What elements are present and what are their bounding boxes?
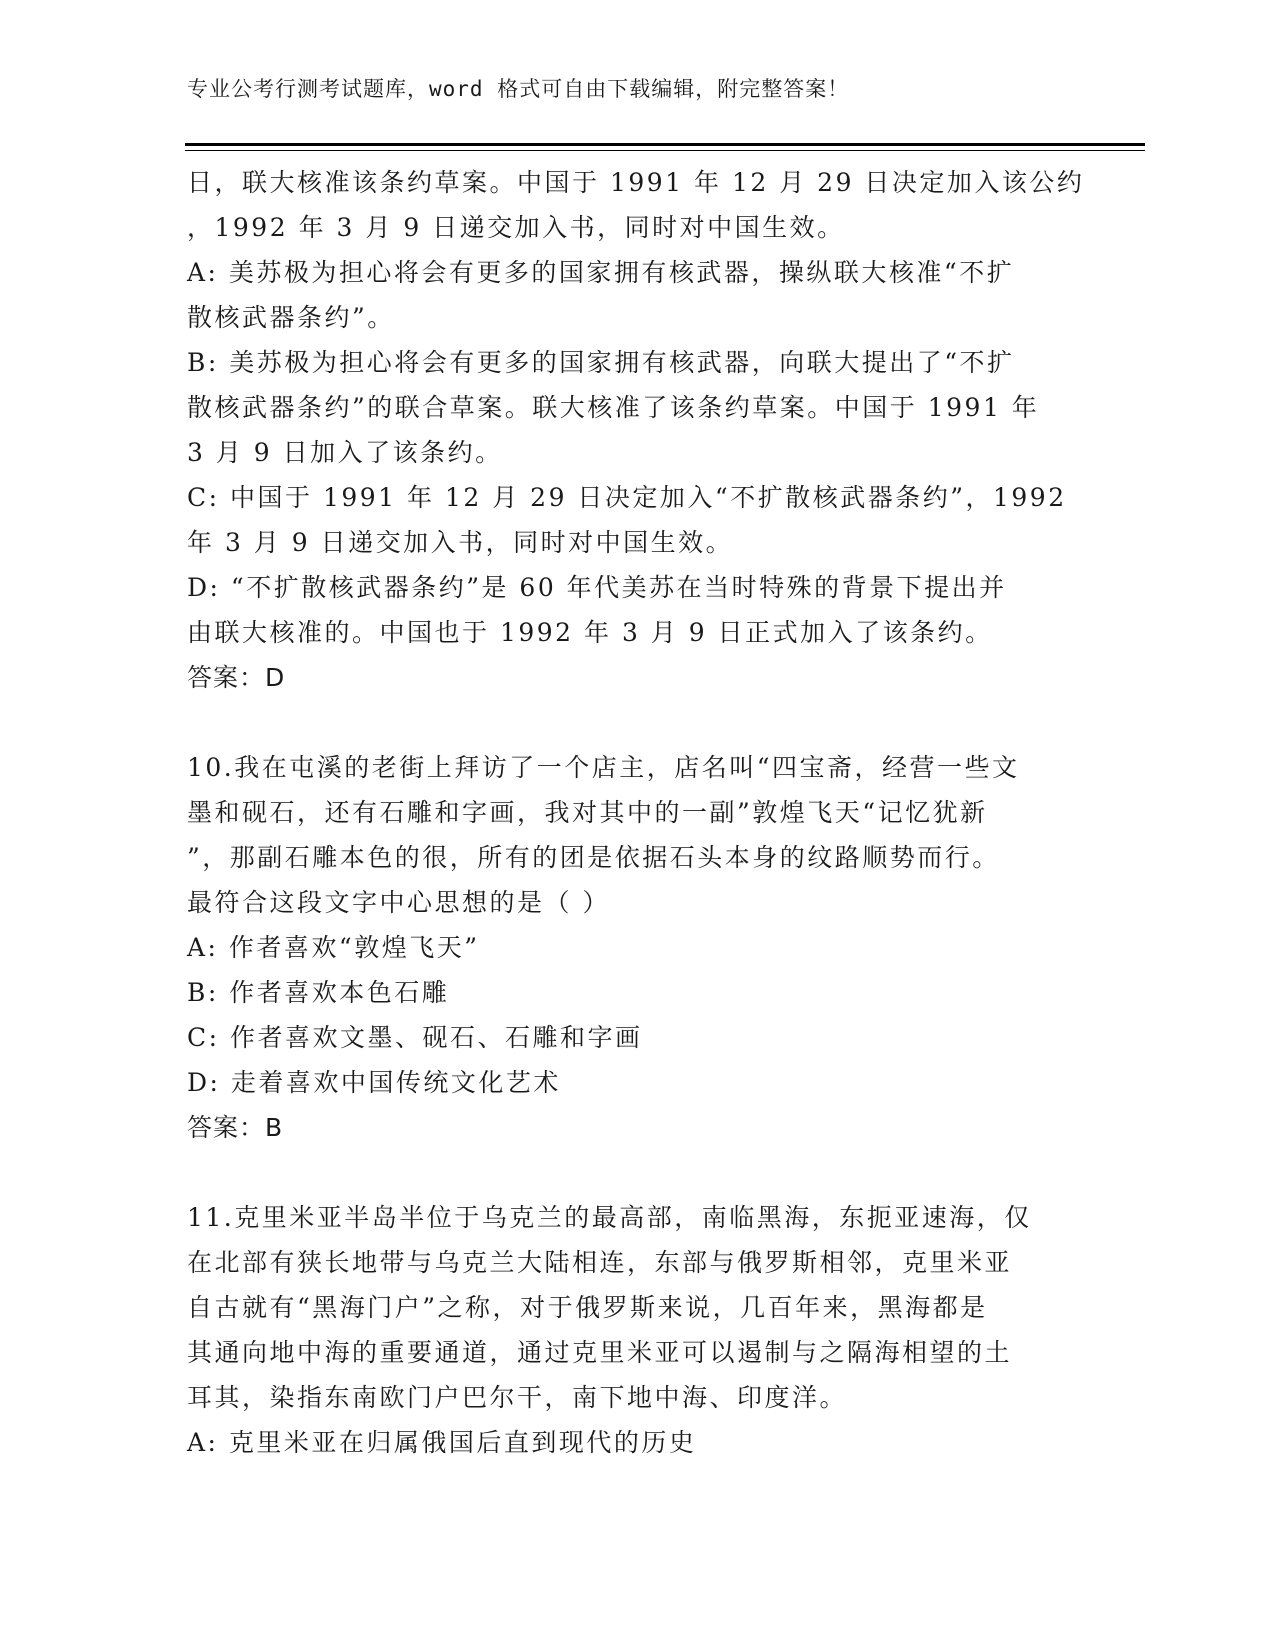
header-rule-thin <box>185 150 1145 151</box>
option-line: A: 克里米亚在归属俄国后直到现代的历史 <box>187 1428 697 1457</box>
question-text-line: 耳其，染指东南欧门户巴尔干，南下地中海、印度洋。 <box>187 1383 848 1412</box>
option-line: D: 走着喜欢中国传统文化艺术 <box>187 1068 561 1097</box>
question-text-line: 墨和砚石，还有石雕和字画，我对其中的一副”敦煌飞天“记忆犹新 <box>187 798 988 827</box>
question-text-line: 其通向地中海的重要通道，通过克里米亚可以遏制与之隔海相望的土 <box>187 1338 1013 1367</box>
question-text-line: 最符合这段文字中心思想的是（ ） <box>187 888 610 917</box>
question-10 <box>187 745 1067 1150</box>
option-line: A: 美苏极为担心将会有更多的国家拥有核武器，操纵联大核准“不扩 <box>187 258 1015 287</box>
option-line: 散核武器条约”的联合草案。联大核准了该条约草案。中国于 1991 年 <box>187 393 1040 422</box>
question-9-tail <box>187 160 1085 700</box>
header-rule-thick <box>185 143 1145 146</box>
option-line: D: “不扩散核武器条约”是 60 年代美苏在当时特殊的背景下提出并 <box>187 573 1007 602</box>
document-body <box>187 160 1085 1465</box>
page-header: 专业公考行测考试题库，word 格式可自由下载编辑，附完整答案！ <box>187 77 850 101</box>
question-spacer <box>187 1150 1067 1195</box>
question-text-line: 在北部有狭长地带与乌克兰大陆相连，东部与俄罗斯相邻，克里米亚 <box>187 1248 1013 1277</box>
option-line: 散核武器条约”。 <box>187 303 395 332</box>
question-11 <box>187 1195 1067 1465</box>
question-text-line: ”，那副石雕本色的很，所有的团是依据石头本身的纹路顺势而行。 <box>187 843 1000 872</box>
option-line: 3 月 9 日加入了该条约。 <box>187 438 503 467</box>
question-spacer <box>187 700 1067 745</box>
question-text-line: 10.我在屯溪的老街上拜访了一个店主，店名叫“四宝斋，经营一些文 <box>187 753 1020 782</box>
question-text-line: ，1992 年 3 月 9 日递交加入书，同时对中国生效。 <box>187 213 845 242</box>
option-line: C: 中国于 1991 年 12 月 29 日决定加入“不扩散核武器条约”，1992 <box>187 483 1067 512</box>
option-line: C: 作者喜欢文墨、砚石、石雕和字画 <box>187 1023 643 1052</box>
answer-label: 答案：B <box>187 1113 284 1142</box>
answer-label: 答案：D <box>187 663 286 692</box>
option-line: 由联大核准的。中国也于 1992 年 3 月 9 日正式加入了该条约。 <box>187 618 993 647</box>
question-text-line: 自古就有“黑海门户”之称，对于俄罗斯来说，几百年来，黑海都是 <box>187 1293 988 1322</box>
option-line: B: 美苏极为担心将会有更多的国家拥有核武器，向联大提出了“不扩 <box>187 348 1015 377</box>
option-line: 年 3 月 9 日递交加入书，同时对中国生效。 <box>187 528 734 557</box>
question-text-line: 11.克里米亚半岛半位于乌克兰的最高部，南临黑海，东扼亚速海，仅 <box>187 1203 1032 1232</box>
option-line: B: 作者喜欢本色石雕 <box>187 978 450 1007</box>
option-line: A: 作者喜欢“敦煌飞天” <box>187 933 480 962</box>
question-text-line: 日，联大核准该条约草案。中国于 1991 年 12 月 29 日决定加入该公约 <box>187 168 1085 197</box>
